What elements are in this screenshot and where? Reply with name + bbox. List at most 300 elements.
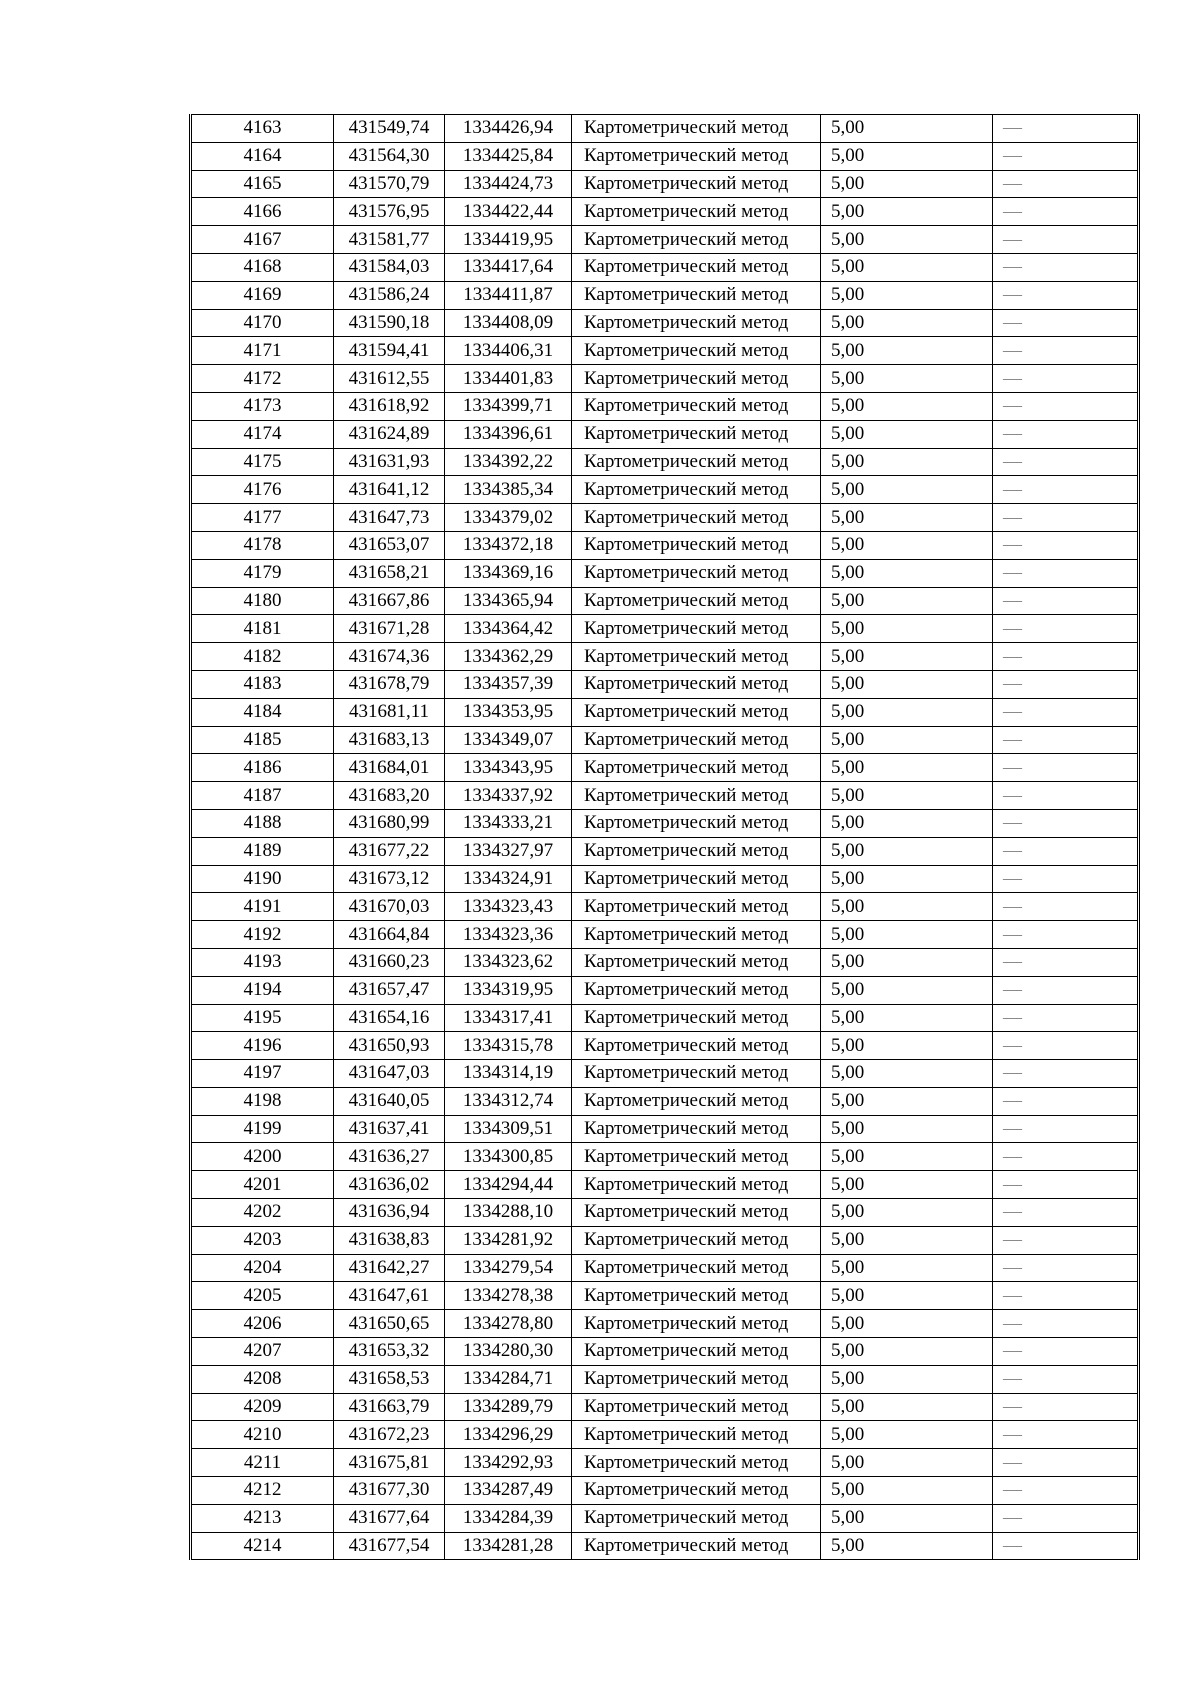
accuracy-cell: 5,00 — [821, 392, 993, 420]
y-coordinate-cell: 1334369,16 — [445, 559, 572, 587]
point-number-cell: 4183 — [191, 670, 334, 698]
x-coordinate-cell: 431664,84 — [334, 921, 445, 949]
table-row — [191, 865, 1139, 893]
x-coordinate-cell: 431647,73 — [334, 504, 445, 532]
method-cell: Картометрический метод — [572, 782, 821, 810]
accuracy-cell: 5,00 — [821, 420, 993, 448]
point-number-cell: 4213 — [191, 1504, 334, 1532]
accuracy-cell: 5,00 — [821, 948, 993, 976]
x-coordinate-cell: 431584,03 — [334, 253, 445, 281]
y-coordinate-cell: 1334364,42 — [445, 615, 572, 643]
method-cell: Картометрический метод — [572, 226, 821, 254]
y-coordinate-cell: 1334392,22 — [445, 448, 572, 476]
point-number-cell: 4170 — [191, 309, 334, 337]
point-number-cell: 4190 — [191, 865, 334, 893]
table-row — [191, 1226, 1139, 1254]
table-row — [191, 309, 1139, 337]
table-row — [191, 1532, 1139, 1560]
accuracy-cell: 5,00 — [821, 1421, 993, 1449]
point-number-cell: 4194 — [191, 976, 334, 1004]
note-cell: — — [993, 198, 1139, 226]
accuracy-cell: 5,00 — [821, 976, 993, 1004]
x-coordinate-cell: 431586,24 — [334, 281, 445, 309]
method-cell: Картометрический метод — [572, 1310, 821, 1338]
table-row — [191, 921, 1139, 949]
x-coordinate-cell: 431637,41 — [334, 1115, 445, 1143]
note-cell: — — [993, 1032, 1139, 1060]
x-coordinate-cell: 431675,81 — [334, 1449, 445, 1477]
accuracy-cell: 5,00 — [821, 698, 993, 726]
accuracy-cell: 5,00 — [821, 253, 993, 281]
point-number-cell: 4195 — [191, 1004, 334, 1032]
table-row — [191, 976, 1139, 1004]
method-cell: Картометрический метод — [572, 1532, 821, 1560]
y-coordinate-cell: 1334399,71 — [445, 392, 572, 420]
method-cell: Картометрический метод — [572, 1032, 821, 1060]
note-cell: — — [993, 1477, 1139, 1505]
accuracy-cell: 5,00 — [821, 1310, 993, 1338]
y-coordinate-cell: 1334287,49 — [445, 1477, 572, 1505]
note-cell: — — [993, 670, 1139, 698]
method-cell: Картометрический метод — [572, 921, 821, 949]
method-cell: Картометрический метод — [572, 1449, 821, 1477]
note-cell: — — [993, 1310, 1139, 1338]
accuracy-cell: 5,00 — [821, 643, 993, 671]
note-cell: — — [993, 392, 1139, 420]
accuracy-cell: 5,00 — [821, 1087, 993, 1115]
note-cell: — — [993, 1171, 1139, 1199]
table-row — [191, 1143, 1139, 1171]
method-cell: Картометрический метод — [572, 115, 821, 143]
point-number-cell: 4206 — [191, 1310, 334, 1338]
table-row — [191, 1449, 1139, 1477]
accuracy-cell: 5,00 — [821, 1449, 993, 1477]
table-row — [191, 1115, 1139, 1143]
method-cell: Картометрический метод — [572, 1004, 821, 1032]
table-row — [191, 504, 1139, 532]
y-coordinate-cell: 1334401,83 — [445, 365, 572, 393]
y-coordinate-cell: 1334353,95 — [445, 698, 572, 726]
y-coordinate-cell: 1334312,74 — [445, 1087, 572, 1115]
accuracy-cell: 5,00 — [821, 865, 993, 893]
point-number-cell: 4178 — [191, 531, 334, 559]
table-row — [191, 1282, 1139, 1310]
point-number-cell: 4211 — [191, 1449, 334, 1477]
x-coordinate-cell: 431677,54 — [334, 1532, 445, 1560]
accuracy-cell: 5,00 — [821, 1004, 993, 1032]
note-cell: — — [993, 504, 1139, 532]
note-cell: — — [993, 726, 1139, 754]
table-row — [191, 392, 1139, 420]
accuracy-cell: 5,00 — [821, 615, 993, 643]
accuracy-cell: 5,00 — [821, 587, 993, 615]
note-cell: — — [993, 337, 1139, 365]
accuracy-cell: 5,00 — [821, 309, 993, 337]
note-cell: — — [993, 865, 1139, 893]
accuracy-cell: 5,00 — [821, 559, 993, 587]
x-coordinate-cell: 431590,18 — [334, 309, 445, 337]
method-cell: Картометрический метод — [572, 1365, 821, 1393]
table-row — [191, 531, 1139, 559]
table-row — [191, 170, 1139, 198]
y-coordinate-cell: 1334281,28 — [445, 1532, 572, 1560]
accuracy-cell: 5,00 — [821, 1143, 993, 1171]
method-cell: Картометрический метод — [572, 170, 821, 198]
table-row — [191, 253, 1139, 281]
y-coordinate-cell: 1334343,95 — [445, 754, 572, 782]
point-number-cell: 4192 — [191, 921, 334, 949]
y-coordinate-cell: 1334372,18 — [445, 531, 572, 559]
coordinates-table-body — [191, 115, 1139, 1560]
table-row — [191, 115, 1139, 143]
accuracy-cell: 5,00 — [821, 281, 993, 309]
x-coordinate-cell: 431647,03 — [334, 1060, 445, 1088]
y-coordinate-cell: 1334379,02 — [445, 504, 572, 532]
point-number-cell: 4174 — [191, 420, 334, 448]
x-coordinate-cell: 431677,30 — [334, 1477, 445, 1505]
y-coordinate-cell: 1334424,73 — [445, 170, 572, 198]
note-cell: — — [993, 837, 1139, 865]
x-coordinate-cell: 431671,28 — [334, 615, 445, 643]
x-coordinate-cell: 431638,83 — [334, 1226, 445, 1254]
accuracy-cell: 5,00 — [821, 476, 993, 504]
y-coordinate-cell: 1334323,43 — [445, 893, 572, 921]
table-row — [191, 726, 1139, 754]
point-number-cell: 4182 — [191, 643, 334, 671]
x-coordinate-cell: 431636,02 — [334, 1171, 445, 1199]
note-cell: — — [993, 1004, 1139, 1032]
table-row — [191, 1393, 1139, 1421]
x-coordinate-cell: 431624,89 — [334, 420, 445, 448]
y-coordinate-cell: 1334385,34 — [445, 476, 572, 504]
point-number-cell: 4168 — [191, 253, 334, 281]
accuracy-cell: 5,00 — [821, 448, 993, 476]
accuracy-cell: 5,00 — [821, 365, 993, 393]
method-cell: Картометрический метод — [572, 1282, 821, 1310]
x-coordinate-cell: 431640,05 — [334, 1087, 445, 1115]
point-number-cell: 4204 — [191, 1254, 334, 1282]
table-row — [191, 420, 1139, 448]
point-number-cell: 4173 — [191, 392, 334, 420]
method-cell: Картометрический метод — [572, 1060, 821, 1088]
point-number-cell: 4165 — [191, 170, 334, 198]
note-cell: — — [993, 1143, 1139, 1171]
point-number-cell: 4185 — [191, 726, 334, 754]
y-coordinate-cell: 1334365,94 — [445, 587, 572, 615]
note-cell: — — [993, 420, 1139, 448]
accuracy-cell: 5,00 — [821, 726, 993, 754]
note-cell: — — [993, 1115, 1139, 1143]
y-coordinate-cell: 1334300,85 — [445, 1143, 572, 1171]
method-cell: Картометрический метод — [572, 726, 821, 754]
accuracy-cell: 5,00 — [821, 198, 993, 226]
note-cell: — — [993, 615, 1139, 643]
point-number-cell: 4166 — [191, 198, 334, 226]
accuracy-cell: 5,00 — [821, 670, 993, 698]
table-row — [191, 365, 1139, 393]
point-number-cell: 4203 — [191, 1226, 334, 1254]
table-row — [191, 948, 1139, 976]
note-cell: — — [993, 281, 1139, 309]
method-cell: Картометрический метод — [572, 504, 821, 532]
y-coordinate-cell: 1334294,44 — [445, 1171, 572, 1199]
y-coordinate-cell: 1334279,54 — [445, 1254, 572, 1282]
point-number-cell: 4198 — [191, 1087, 334, 1115]
x-coordinate-cell: 431663,79 — [334, 1393, 445, 1421]
note-cell: — — [993, 559, 1139, 587]
accuracy-cell: 5,00 — [821, 1032, 993, 1060]
point-number-cell: 4176 — [191, 476, 334, 504]
accuracy-cell: 5,00 — [821, 1504, 993, 1532]
table-row — [191, 643, 1139, 671]
x-coordinate-cell: 431670,03 — [334, 893, 445, 921]
x-coordinate-cell: 431654,16 — [334, 1004, 445, 1032]
method-cell: Картометрический метод — [572, 198, 821, 226]
method-cell: Картометрический метод — [572, 1226, 821, 1254]
method-cell: Картометрический метод — [572, 615, 821, 643]
note-cell: — — [993, 226, 1139, 254]
method-cell: Картометрический метод — [572, 559, 821, 587]
method-cell: Картометрический метод — [572, 1171, 821, 1199]
x-coordinate-cell: 431653,07 — [334, 531, 445, 559]
point-number-cell: 4202 — [191, 1199, 334, 1227]
method-cell: Картометрический метод — [572, 948, 821, 976]
method-cell: Картометрический метод — [572, 420, 821, 448]
point-number-cell: 4163 — [191, 115, 334, 143]
note-cell: — — [993, 948, 1139, 976]
accuracy-cell: 5,00 — [821, 754, 993, 782]
table-row — [191, 1365, 1139, 1393]
point-number-cell: 4169 — [191, 281, 334, 309]
point-number-cell: 4189 — [191, 837, 334, 865]
method-cell: Картометрический метод — [572, 1087, 821, 1115]
y-coordinate-cell: 1334278,38 — [445, 1282, 572, 1310]
method-cell: Картометрический метод — [572, 309, 821, 337]
accuracy-cell: 5,00 — [821, 504, 993, 532]
coordinates-table — [189, 114, 1140, 1560]
accuracy-cell: 5,00 — [821, 1338, 993, 1366]
x-coordinate-cell: 431570,79 — [334, 170, 445, 198]
x-coordinate-cell: 431576,95 — [334, 198, 445, 226]
accuracy-cell: 5,00 — [821, 1365, 993, 1393]
note-cell: — — [993, 1226, 1139, 1254]
accuracy-cell: 5,00 — [821, 1226, 993, 1254]
y-coordinate-cell: 1334292,93 — [445, 1449, 572, 1477]
note-cell: — — [993, 115, 1139, 143]
x-coordinate-cell: 431549,74 — [334, 115, 445, 143]
accuracy-cell: 5,00 — [821, 1171, 993, 1199]
method-cell: Картометрический метод — [572, 1254, 821, 1282]
table-row — [191, 1060, 1139, 1088]
accuracy-cell: 5,00 — [821, 893, 993, 921]
method-cell: Картометрический метод — [572, 531, 821, 559]
method-cell: Картометрический метод — [572, 698, 821, 726]
note-cell: — — [993, 1532, 1139, 1560]
point-number-cell: 4179 — [191, 559, 334, 587]
y-coordinate-cell: 1334417,64 — [445, 253, 572, 281]
x-coordinate-cell: 431647,61 — [334, 1282, 445, 1310]
x-coordinate-cell: 431684,01 — [334, 754, 445, 782]
table-row — [191, 1254, 1139, 1282]
x-coordinate-cell: 431683,13 — [334, 726, 445, 754]
x-coordinate-cell: 431678,79 — [334, 670, 445, 698]
x-coordinate-cell: 431653,32 — [334, 1338, 445, 1366]
accuracy-cell: 5,00 — [821, 1115, 993, 1143]
table-row — [191, 893, 1139, 921]
table-row — [191, 1087, 1139, 1115]
note-cell: — — [993, 1421, 1139, 1449]
note-cell: — — [993, 1060, 1139, 1088]
accuracy-cell: 5,00 — [821, 782, 993, 810]
method-cell: Картометрический метод — [572, 337, 821, 365]
accuracy-cell: 5,00 — [821, 1254, 993, 1282]
point-number-cell: 4188 — [191, 809, 334, 837]
method-cell: Картометрический метод — [572, 1477, 821, 1505]
point-number-cell: 4209 — [191, 1393, 334, 1421]
table-row — [191, 698, 1139, 726]
x-coordinate-cell: 431667,86 — [334, 587, 445, 615]
accuracy-cell: 5,00 — [821, 1393, 993, 1421]
table-row — [191, 1338, 1139, 1366]
point-number-cell: 4175 — [191, 448, 334, 476]
point-number-cell: 4164 — [191, 142, 334, 170]
x-coordinate-cell: 431650,93 — [334, 1032, 445, 1060]
y-coordinate-cell: 1334396,61 — [445, 420, 572, 448]
table-row — [191, 754, 1139, 782]
x-coordinate-cell: 431594,41 — [334, 337, 445, 365]
x-coordinate-cell: 431618,92 — [334, 392, 445, 420]
x-coordinate-cell: 431564,30 — [334, 142, 445, 170]
x-coordinate-cell: 431636,27 — [334, 1143, 445, 1171]
y-coordinate-cell: 1334278,80 — [445, 1310, 572, 1338]
table-row — [191, 837, 1139, 865]
note-cell: — — [993, 1338, 1139, 1366]
table-row — [191, 448, 1139, 476]
y-coordinate-cell: 1334323,36 — [445, 921, 572, 949]
y-coordinate-cell: 1334333,21 — [445, 809, 572, 837]
point-number-cell: 4201 — [191, 1171, 334, 1199]
table-row — [191, 337, 1139, 365]
method-cell: Картометрический метод — [572, 253, 821, 281]
note-cell: — — [993, 142, 1139, 170]
point-number-cell: 4187 — [191, 782, 334, 810]
accuracy-cell: 5,00 — [821, 531, 993, 559]
table-row — [191, 198, 1139, 226]
y-coordinate-cell: 1334411,87 — [445, 281, 572, 309]
method-cell: Картометрический метод — [572, 1115, 821, 1143]
point-number-cell: 4181 — [191, 615, 334, 643]
table-row — [191, 670, 1139, 698]
method-cell: Картометрический метод — [572, 837, 821, 865]
point-number-cell: 4207 — [191, 1338, 334, 1366]
note-cell: — — [993, 976, 1139, 1004]
point-number-cell: 4214 — [191, 1532, 334, 1560]
note-cell: — — [993, 1504, 1139, 1532]
table-row — [191, 142, 1139, 170]
point-number-cell: 4167 — [191, 226, 334, 254]
note-cell: — — [993, 365, 1139, 393]
method-cell: Картометрический метод — [572, 754, 821, 782]
x-coordinate-cell: 431673,12 — [334, 865, 445, 893]
x-coordinate-cell: 431636,94 — [334, 1199, 445, 1227]
point-number-cell: 4180 — [191, 587, 334, 615]
accuracy-cell: 5,00 — [821, 1532, 993, 1560]
y-coordinate-cell: 1334314,19 — [445, 1060, 572, 1088]
y-coordinate-cell: 1334317,41 — [445, 1004, 572, 1032]
note-cell: — — [993, 1449, 1139, 1477]
note-cell: — — [993, 1254, 1139, 1282]
x-coordinate-cell: 431581,77 — [334, 226, 445, 254]
point-number-cell: 4172 — [191, 365, 334, 393]
y-coordinate-cell: 1334319,95 — [445, 976, 572, 1004]
method-cell: Картометрический метод — [572, 448, 821, 476]
method-cell: Картометрический метод — [572, 142, 821, 170]
table-row — [191, 1171, 1139, 1199]
y-coordinate-cell: 1334296,29 — [445, 1421, 572, 1449]
note-cell: — — [993, 698, 1139, 726]
y-coordinate-cell: 1334426,94 — [445, 115, 572, 143]
y-coordinate-cell: 1334288,10 — [445, 1199, 572, 1227]
y-coordinate-cell: 1334408,09 — [445, 309, 572, 337]
table-row — [191, 1004, 1139, 1032]
note-cell: — — [993, 754, 1139, 782]
y-coordinate-cell: 1334309,51 — [445, 1115, 572, 1143]
table-row — [191, 226, 1139, 254]
point-number-cell: 4210 — [191, 1421, 334, 1449]
x-coordinate-cell: 431641,12 — [334, 476, 445, 504]
x-coordinate-cell: 431631,93 — [334, 448, 445, 476]
y-coordinate-cell: 1334362,29 — [445, 643, 572, 671]
note-cell: — — [993, 643, 1139, 671]
accuracy-cell: 5,00 — [821, 1060, 993, 1088]
note-cell: — — [993, 921, 1139, 949]
x-coordinate-cell: 431683,20 — [334, 782, 445, 810]
accuracy-cell: 5,00 — [821, 115, 993, 143]
method-cell: Картометрический метод — [572, 281, 821, 309]
y-coordinate-cell: 1334281,92 — [445, 1226, 572, 1254]
note-cell: — — [993, 782, 1139, 810]
y-coordinate-cell: 1334315,78 — [445, 1032, 572, 1060]
note-cell: — — [993, 309, 1139, 337]
point-number-cell: 4199 — [191, 1115, 334, 1143]
x-coordinate-cell: 431650,65 — [334, 1310, 445, 1338]
method-cell: Картометрический метод — [572, 392, 821, 420]
x-coordinate-cell: 431677,22 — [334, 837, 445, 865]
note-cell: — — [993, 1282, 1139, 1310]
y-coordinate-cell: 1334323,62 — [445, 948, 572, 976]
x-coordinate-cell: 431657,47 — [334, 976, 445, 1004]
accuracy-cell: 5,00 — [821, 142, 993, 170]
accuracy-cell: 5,00 — [821, 1477, 993, 1505]
accuracy-cell: 5,00 — [821, 921, 993, 949]
table-row — [191, 559, 1139, 587]
table-row — [191, 1421, 1139, 1449]
note-cell: — — [993, 809, 1139, 837]
note-cell: — — [993, 1365, 1139, 1393]
accuracy-cell: 5,00 — [821, 170, 993, 198]
method-cell: Картометрический метод — [572, 587, 821, 615]
x-coordinate-cell: 431612,55 — [334, 365, 445, 393]
y-coordinate-cell: 1334324,91 — [445, 865, 572, 893]
point-number-cell: 4193 — [191, 948, 334, 976]
table-row — [191, 809, 1139, 837]
table-row — [191, 476, 1139, 504]
note-cell: — — [993, 1393, 1139, 1421]
point-number-cell: 4196 — [191, 1032, 334, 1060]
x-coordinate-cell: 431680,99 — [334, 809, 445, 837]
note-cell: — — [993, 170, 1139, 198]
method-cell: Картометрический метод — [572, 1338, 821, 1366]
